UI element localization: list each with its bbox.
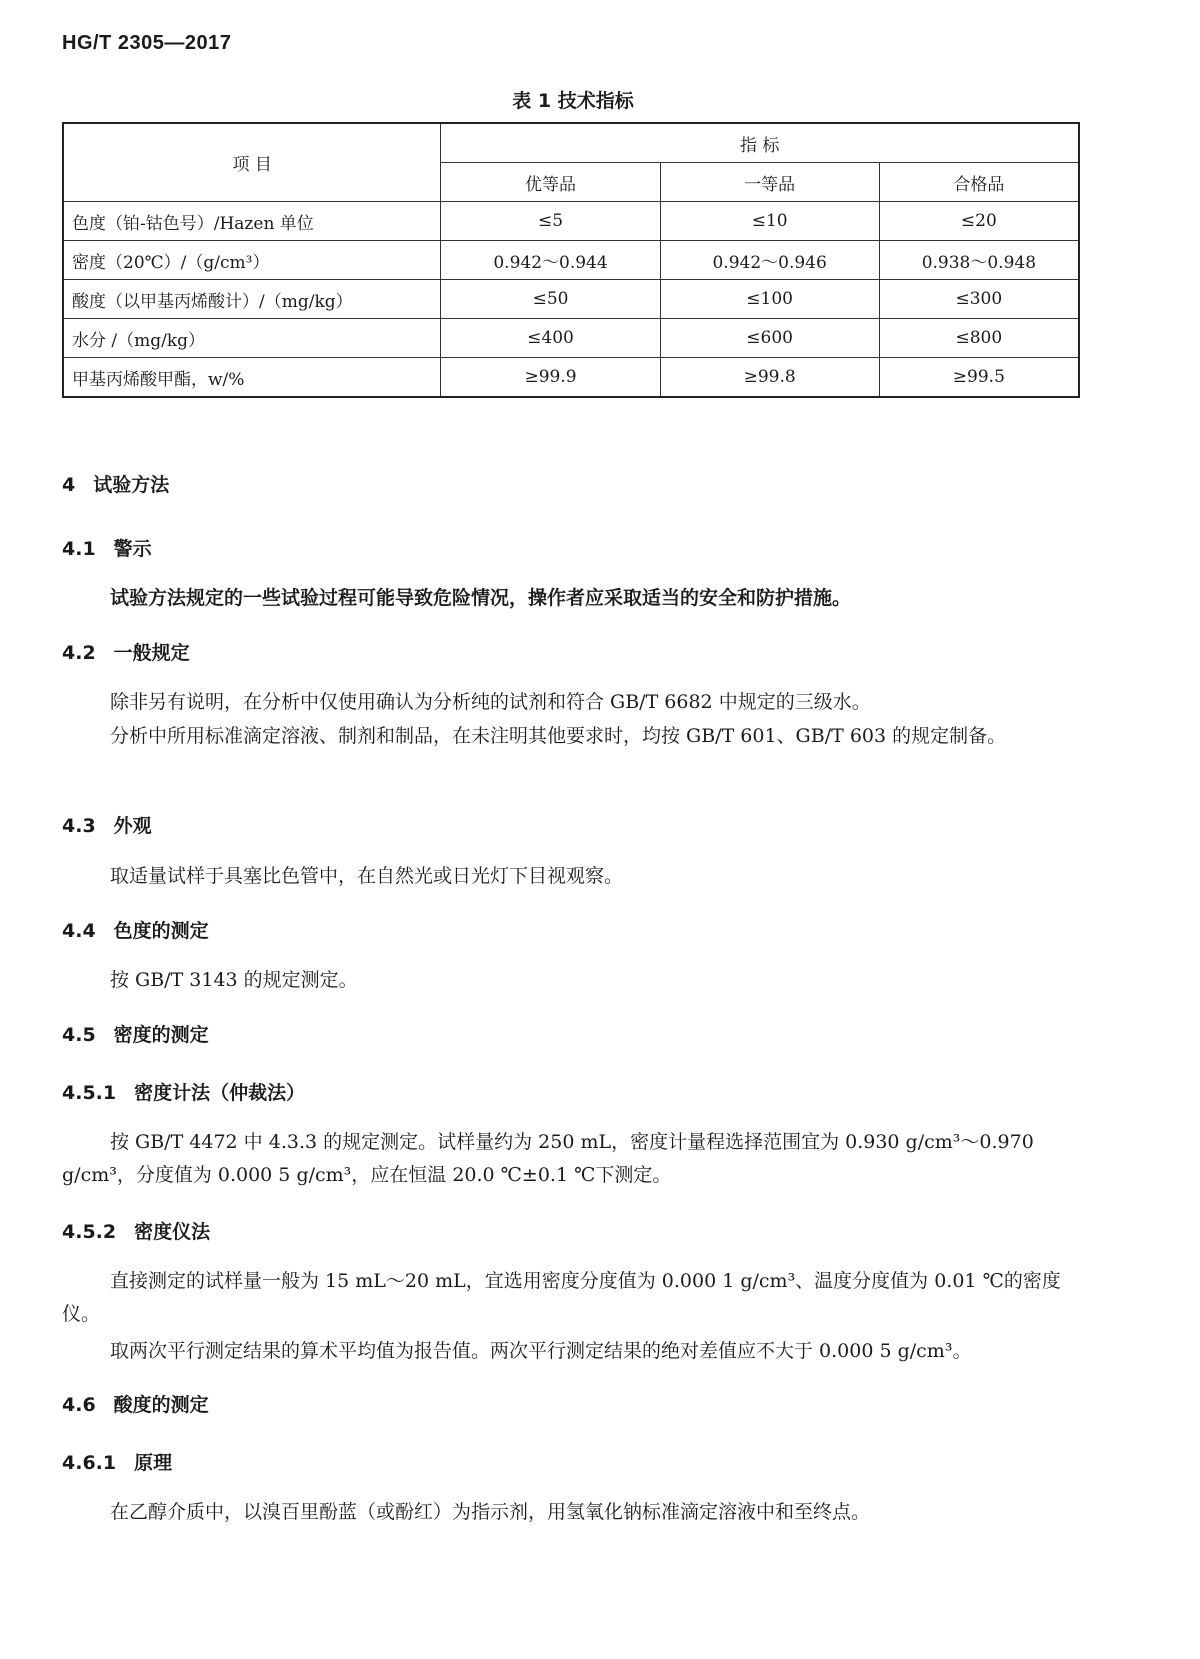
paragraph: 除非另有说明，在分析中仅使用确认为分析纯的试剂和符合 GB/T 6682 中规定的三级水。 [110, 691, 871, 713]
section-number: 4.1 [62, 538, 96, 560]
section-title: 色度的测定 [113, 920, 209, 942]
row-value: ≤300 [879, 280, 1079, 319]
table-row [63, 241, 1079, 280]
section-4-5-2-heading [62, 1217, 210, 1244]
paragraph: 取适量试样于具塞比色管中，在自然光或日光灯下目视观察。 [110, 865, 624, 887]
section-title: 警示 [113, 538, 152, 560]
section-number: 4.5 [62, 1024, 96, 1046]
row-item: 密度（20℃）/（g/cm³） [63, 241, 441, 280]
section-title: 酸度的测定 [113, 1394, 209, 1416]
section-title: 一般规定 [113, 642, 190, 664]
paragraph: 按 GB/T 4472 中 4.3.3 的规定测定。试样量约为 250 mL，密度计量程选择范围宜为 0.930 g/cm³～0.970 g/cm³，分度值为 0.000 5 g/cm³，应在恒温 20.0 ℃±0.1 ℃下测定。 [62, 1131, 1034, 1186]
section-4-6-heading [62, 1390, 209, 1417]
paragraph: 直接测定的试样量一般为 15 mL～20 mL，宜选用密度分度值为 0.000 1 g/cm³、温度分度值为 0.01 ℃的密度仪。 [62, 1270, 1061, 1325]
row-value: ≥99.8 [660, 358, 879, 398]
section-number: 4.5.2 [62, 1221, 117, 1243]
section-number: 4.2 [62, 642, 96, 664]
row-value: 0.942～0.946 [660, 241, 879, 280]
paragraph: 分析中所用标准滴定溶液、制剂和制品，在未注明其他要求时，均按 GB/T 601、GB/T 603 的规定制备。 [110, 725, 1007, 747]
row-value: ≤100 [660, 280, 879, 319]
section-number: 4.3 [62, 815, 96, 837]
row-item: 水分 /（mg/kg） [63, 319, 441, 358]
table-header-row [63, 123, 1079, 163]
section-title: 密度仪法 [134, 1221, 211, 1243]
header-grade-qualified: 合格品 [879, 163, 1079, 202]
row-value: ≤50 [441, 280, 660, 319]
section-title: 试验方法 [93, 474, 170, 496]
section-4-5-heading [62, 1020, 209, 1047]
section-number: 4.5.1 [62, 1082, 117, 1104]
paragraph: 按 GB/T 3143 的规定测定。 [110, 969, 358, 991]
row-value: 0.942～0.944 [441, 241, 660, 280]
table-row [63, 280, 1079, 319]
row-item: 色度（铂-钴色号）/Hazen 单位 [63, 202, 441, 241]
section-4-1-heading [62, 534, 152, 561]
section-4-3-heading [62, 811, 152, 838]
section-number: 4.6.1 [62, 1452, 117, 1474]
standard-code: HG/T 2305—2017 [62, 32, 232, 54]
section-number: 4.4 [62, 920, 96, 942]
section-title: 密度的测定 [113, 1024, 209, 1046]
section-title: 原理 [134, 1452, 173, 1474]
row-value: ≤20 [879, 202, 1079, 241]
table-row [63, 358, 1079, 398]
paragraph: 取两次平行测定结果的算术平均值为报告值。两次平行测定结果的绝对差值应不大于 0.000 5 g/cm³。 [110, 1340, 972, 1362]
row-value: ≤10 [660, 202, 879, 241]
section-4-heading [62, 470, 169, 497]
header-grade-first: 一等品 [660, 163, 879, 202]
section-4-4-heading [62, 916, 209, 943]
spec-table [62, 122, 1080, 398]
row-value: 0.938～0.948 [879, 241, 1079, 280]
section-4-2-heading [62, 638, 190, 665]
row-value: ≥99.9 [441, 358, 660, 398]
row-value: ≤800 [879, 319, 1079, 358]
row-value: ≤5 [441, 202, 660, 241]
section-title: 外观 [113, 815, 152, 837]
row-item: 甲基丙烯酸甲酯，w/% [63, 358, 441, 398]
header-item: 项 目 [63, 123, 441, 202]
section-4-5-1-heading [62, 1078, 305, 1105]
header-index-group: 指 标 [441, 123, 1079, 163]
table-row [63, 319, 1079, 358]
warning-text: 试验方法规定的一些试验过程可能导致危险情况，操作者应采取适当的安全和防护措施。 [110, 587, 852, 609]
section-title: 密度计法（仲裁法） [134, 1082, 306, 1104]
paragraph: 在乙醇介质中，以溴百里酚蓝（或酚红）为指示剂，用氢氧化钠标准滴定溶液中和至终点。 [110, 1501, 871, 1523]
header-grade-superior: 优等品 [441, 163, 660, 202]
table-title: 表 1 技术指标 [512, 90, 634, 112]
row-value: ≤400 [441, 319, 660, 358]
section-number: 4.6 [62, 1394, 96, 1416]
section-4-6-1-heading [62, 1448, 172, 1475]
row-value: ≤600 [660, 319, 879, 358]
row-item: 酸度（以甲基丙烯酸计）/（mg/kg） [63, 280, 441, 319]
table-row [63, 202, 1079, 241]
row-value: ≥99.5 [879, 358, 1079, 398]
section-number: 4 [62, 474, 76, 496]
